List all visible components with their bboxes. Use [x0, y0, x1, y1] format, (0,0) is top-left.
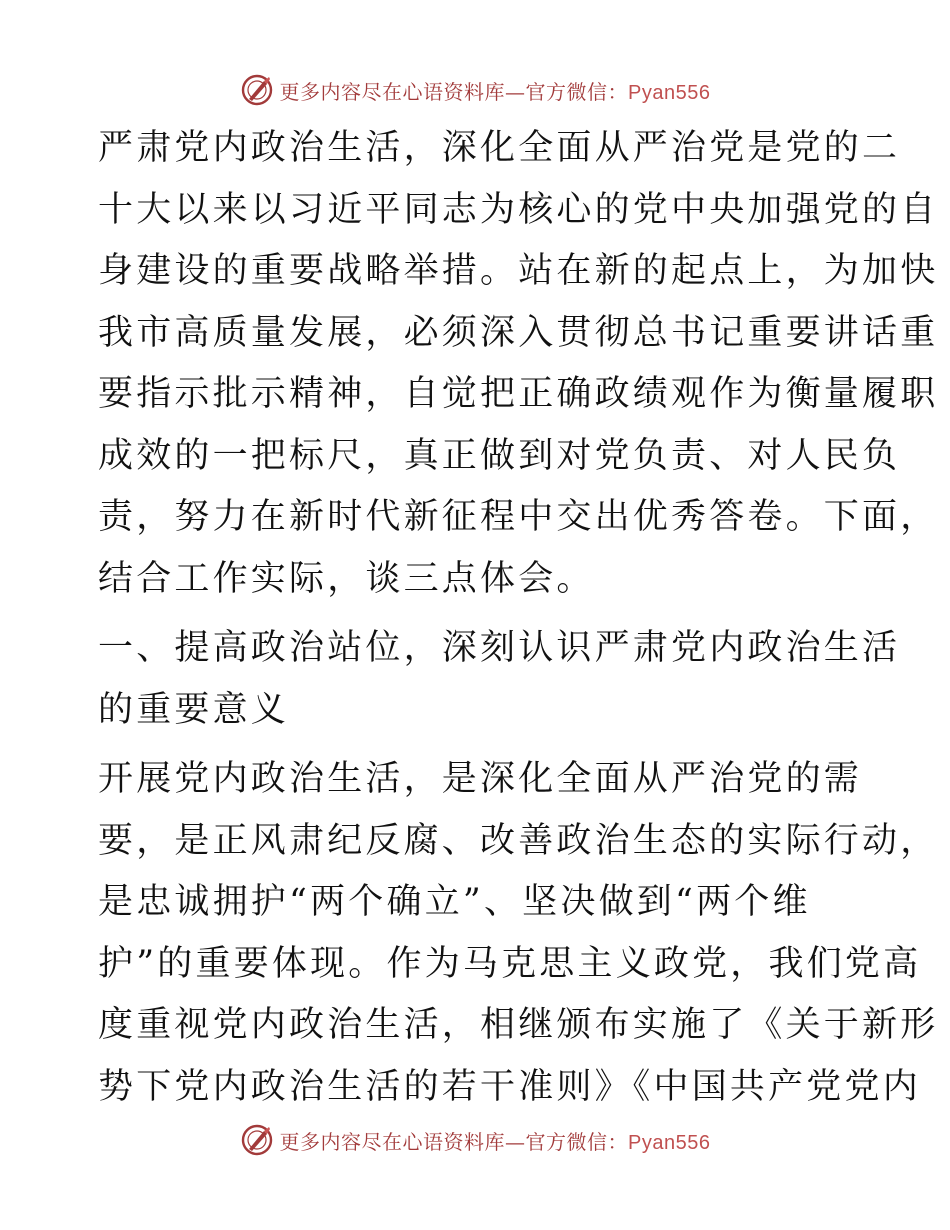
text-line: 度重视党内政治生活，相继颁布实施了《关于新形 — [98, 1005, 939, 1045]
text-line: 十大以来以习近平同志为核心的党中央加强党的自 — [98, 189, 939, 230]
text-line: 结合工作实际，谈三点体会。 — [98, 558, 595, 599]
footer-banner — [0, 1120, 950, 1160]
paragraph-intro — [98, 118, 939, 610]
heading-line: 的重要意义 — [98, 689, 290, 730]
header-separator: — — [505, 79, 526, 104]
header-banner-text — [280, 76, 711, 105]
text-line: 要，是正风肃纪反腐、改善政治生态的实际行动， — [98, 820, 939, 861]
text-line: 成效的一把标尺，真正做到对党负责、对人民负 — [98, 435, 901, 476]
footer-separator: — — [505, 1129, 526, 1154]
text-line: 势下党内政治生活的若干准则》《中国共产党党内 — [98, 1066, 921, 1107]
header-wechat-label: 官方微信： — [525, 79, 629, 104]
paragraph-section-1 — [98, 749, 939, 1118]
text-line: 是忠诚拥护“两个确立”、坚决做到“两个维 — [98, 882, 811, 922]
header-site-text: 更多内容尽在心语资料库 — [279, 79, 506, 104]
footer-wechat-id: Pyan556 — [628, 1131, 711, 1154]
text-line: 护”的重要体现。作为马克思主义政党，我们党高 — [98, 943, 922, 984]
document-body — [98, 118, 939, 1118]
footer-wechat-label: 官方微信： — [525, 1129, 629, 1154]
text-line: 要指示批示精神，自觉把正确政绩观作为衡量履职 — [98, 374, 939, 414]
heading-line: 一、提高政治站位，深刻认识严肃党内政治生活 — [98, 628, 901, 668]
text-line: 责，努力在新时代新征程中交出优秀答卷。下面， — [98, 497, 939, 537]
text-line: 开展党内政治生活，是深化全面从严治党的需 — [98, 759, 863, 799]
footer-banner-text — [280, 1126, 711, 1155]
header-wechat-id: Pyan556 — [628, 81, 711, 104]
text-line: 我市高质量发展，必须深入贯彻总书记重要讲话重 — [98, 312, 939, 353]
quill-pen-logo-icon — [240, 1123, 274, 1157]
header-banner — [0, 70, 950, 110]
text-line: 严肃党内政治生活，深化全面从严治党是党的二 — [98, 128, 901, 168]
quill-pen-logo-icon — [240, 73, 274, 107]
text-line: 身建设的重要战略举措。站在新的起点上，为加快 — [98, 251, 939, 291]
section-heading-1 — [98, 618, 901, 741]
footer-site-text: 更多内容尽在心语资料库 — [279, 1129, 506, 1154]
